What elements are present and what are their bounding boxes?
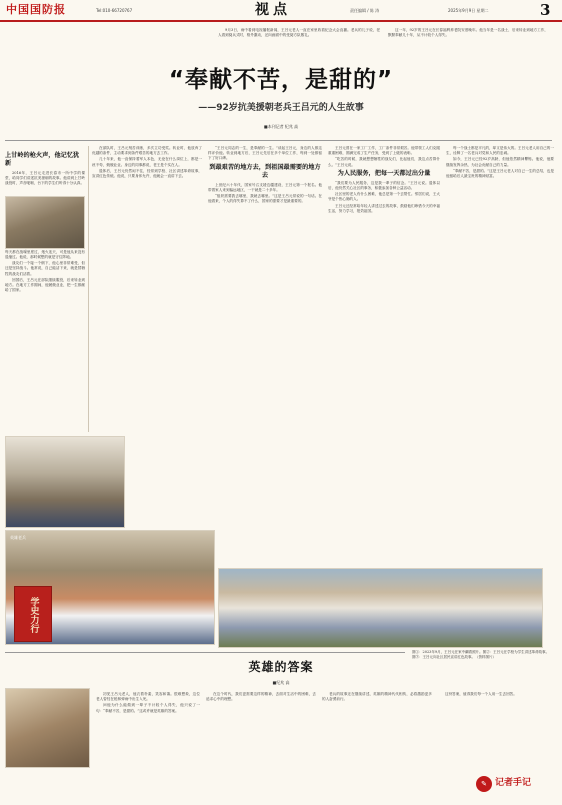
right-column — [328, 146, 440, 566]
essay-paragraph: 初见王吕元老人，他衣着朴素，笑容和蔼。很难想象，这位老人曾经在枪林弹雨中出生入死。 — [96, 692, 200, 702]
masthead — [0, 0, 562, 22]
section-title: 视点 — [255, 2, 291, 18]
red-banner — [14, 586, 52, 642]
page-number: 3 — [540, 1, 551, 19]
photo-label: 英雄老兵 — [10, 535, 26, 540]
essay-paragraph: 在这个时代，我们更需要这样的精神，去面对生活中的困难，去追求心中的理想。 — [206, 692, 316, 702]
essay-paragraph: 这份答案，值得我们每一个人用一生去回答。 — [445, 692, 517, 696]
article-paragraph: 几十年来，他一直保持着军人本色，无论在什么岗位上，都是一丝不苟，兢兢业业。身边的同事都说，老王是个实在人。 — [92, 157, 202, 167]
banner-text: 学史力行 — [28, 597, 39, 633]
photo-veteran-portrait — [5, 196, 85, 249]
article-paragraph: 2016年，王吕元走进长春市一所中学的课堂，给同学们讲述抗美援朝的故事。他讲到上甘岭战役时，声音哽咽，台下的学生们听得十分认真。 — [5, 171, 85, 186]
essay-paragraph: 问他为什么能做到一辈子不计较个人得失，他只说了一句：“奉献不苦，是甜的。”这或许就是英雄的答案。 — [96, 703, 200, 713]
editor-credit: 责任编辑 / 陈 涛 — [350, 8, 380, 13]
intro-col-a — [218, 28, 380, 68]
reporter-notes-label: 记者手记 — [495, 778, 532, 788]
reporter-notes-logo — [476, 774, 546, 796]
intro-paragraph: 这一年，92岁的王吕元在长春福利养老院安度晚年。他当年是一名战士，后来转业到地方工作，默默奉献几十年，从不计较个人得失。 — [388, 28, 548, 38]
essay-column-2 — [206, 692, 316, 800]
photo-caption: 图①：2023年9月，王吕元在家中翻看照片。图②：王吕元在学校为学生讲述革命故事。图③：王吕元向社区居民宣讲红色故事。（资料图片） — [412, 650, 550, 659]
essay-column-3 — [322, 692, 432, 800]
midleft-column — [92, 146, 202, 432]
left-column — [5, 150, 85, 435]
subheadline: ——92岁抗美援朝老兵王吕元的人生故事 — [198, 103, 364, 113]
contact-tel: Tel:010-66720767 — [96, 8, 133, 13]
article-paragraph: “组织需要我去哪里，我就去哪里。”这是王吕元常说的一句话。在他看来，个人的得失算不了什么，国家的需要才是最重要的。 — [208, 194, 322, 204]
newspaper-logo: 中国国防报 — [6, 3, 66, 16]
left-subheading: 上甘岭的枪火声，他记忆犹新 — [5, 152, 80, 167]
far-right-column — [446, 146, 554, 566]
headline: “奉献不苦，是甜的” — [168, 67, 394, 93]
photo-classroom — [5, 436, 125, 528]
article-paragraph: “奉献不苦，是甜的。”这是王吕元老人对自己一生的总结，也是他留给后人最宝贵的精神财富。 — [446, 168, 554, 179]
essay-column-1 — [96, 692, 200, 800]
issue-date: 2025年9月9日 星期二 — [448, 8, 489, 13]
article-paragraph: 回国后，王吕元在部队继续服役，后来转业到地方。在地方工作期间，他兢兢业业，把一生都献给了国家。 — [5, 277, 85, 293]
middle-subheading: 到最艰苦的地方去，到祖国最需要的地方去 — [209, 163, 321, 179]
intro-paragraph: 9月3日，雨中看到电视播报新闻，王吕元老人一直在家里收看纪念大会直播。老兵的儿子说，老人看到阅兵式时，格外激动，还向画面中的受阅方队敬礼。 — [218, 28, 380, 38]
reporter-badge-icon: ✎ — [476, 776, 492, 792]
byline: ■本刊记者 纪兆 高 — [263, 124, 299, 129]
intro-col-b — [388, 28, 548, 68]
essay-byline: ■纪兆 高 — [272, 680, 290, 685]
article-paragraph: 王吕元曾在一家工厂工作，工厂条件非常艰苦。他带领工人们克服重重困难，圆满完成了生产任务，受到了上级的表彰。 — [328, 146, 440, 156]
right-subheading: 为人民服务，把每一天都过出分量 — [337, 169, 431, 177]
article-paragraph: 战友们一个接一个倒下，他心里非常难受，但还是坚持战斗。他常说，自己能活下来，就是替牺牲的战友们活着。 — [5, 261, 85, 276]
article-paragraph: 在部队时，王吕元刻苦训练，多次立功受奖。转业时，他放弃了优越的条件，主动要求到条件艰苦的地方去工作。 — [92, 146, 202, 156]
divider — [5, 140, 552, 141]
photo-veteran-essay — [5, 688, 90, 768]
masthead-rule — [0, 20, 562, 22]
article-paragraph: 每一个战士都是平凡的，却又是伟大的。王吕元老人用自己的一生，诠释了一名老兵对党和人民的忠诚。 — [446, 146, 554, 156]
article-paragraph: 王吕元还经常给年轻人讲述过去的故事，鼓励他们珍惜今天的幸福生活，努力学习，报效祖国。 — [328, 203, 440, 213]
middle-column — [208, 146, 322, 566]
essay-column-4 — [438, 692, 552, 770]
article-paragraph: “王吕元同志的一生，是奉献的一生。”谈起王吕元，身边的人都这样评价他。转业到地方后，王吕元先后在多个单位工作，每到一处都留下了好口碑。 — [208, 146, 322, 161]
essay-title: 英雄的答案 — [248, 660, 314, 674]
article-paragraph: 每天都在战壕里度过，炮火连天，可是他从来没有退缩过。他说，那时候想的就是守住阵地。 — [5, 249, 85, 260]
article-paragraph: 如今，王吕元已经92岁高龄，但他依然精神矍铄。他说，他要继续发挥余热，为社会贡献自己的力量。 — [446, 157, 554, 167]
article-paragraph: 上世纪六十年代，国家号召支援边疆建设，王吕元第一个报名。他带着家人来到偏远地区，一干就是二十多年。 — [208, 182, 322, 192]
column-rule — [88, 146, 89, 432]
divider — [5, 652, 405, 653]
essay-paragraph: 老兵的故事还在继续讲述，英雄的精神代代相传，必将激励更多的人奋勇前行。 — [322, 692, 432, 702]
photo-community — [218, 568, 543, 648]
article-paragraph: “吃苦的时候，我就想想牺牲的战友们，比起他们，我这点苦算什么。”王吕元说。 — [328, 157, 440, 167]
article-paragraph: 社区里的老人有什么困难，他总是第一个去帮忙。邻居们说，王大爷是个热心肠的人。 — [328, 192, 440, 202]
article-paragraph: “我们要为人民服务，这是我一辈子的信念。”王吕元说。退休以后，他仍然关心社区的事务，积极参加各种公益活动。 — [328, 180, 440, 191]
article-paragraph: 退休后，王吕元仍然闲不住，经常到学校、社区讲述革命故事，宣讲红色传统。他说，只要身体允许，他就会一直讲下去。 — [92, 168, 202, 179]
